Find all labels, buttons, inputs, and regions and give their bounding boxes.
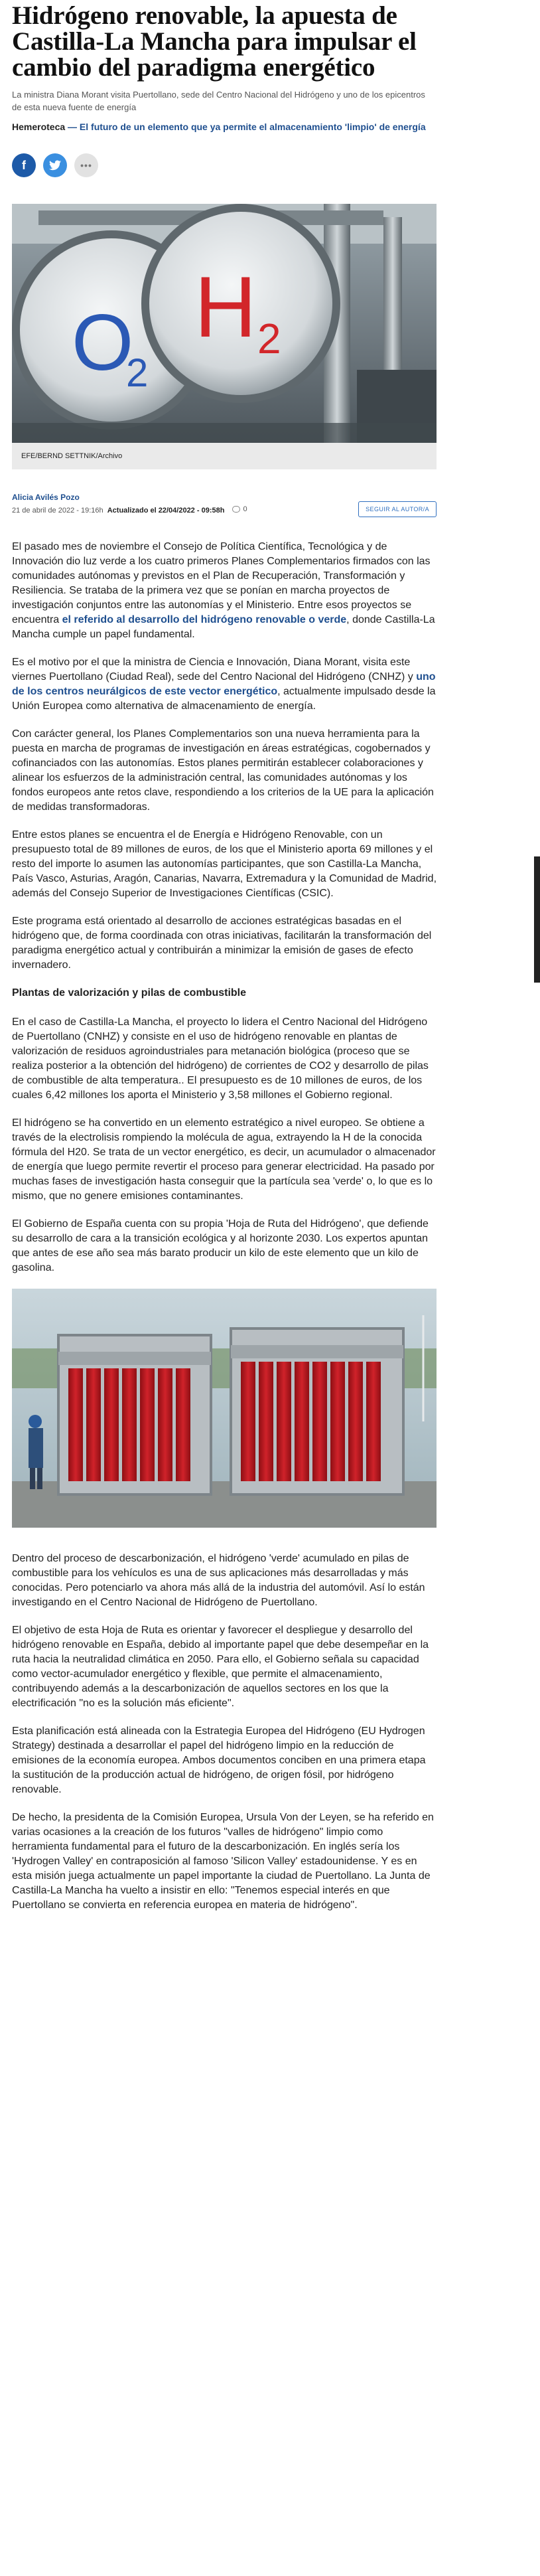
paragraph: Con carácter general, los Planes Complementarios son una nueva herramienta para la puesta en marcha de programas de investigación en áreas estratégicas, cogobernados y cofinanciados con las autonomías. Estos planes permitirán establecer colaboraciones y alinear los esfuerzos de la administración central, las comunidades autónomas y los fondos europeos ante retos clave, respondiendo a los criterios de la UE para la aplicación de medidas transformadoras. — [12, 728, 434, 813]
paragraph: Es el motivo por el que la ministra de Ciencia e Innovación, Diana Morant, visita este viernes Puertollano (Ciudad Real), sede del Centro Nacional del Hidrógeno (CNHZ) y uno de los centros neurálgicos de este vector energético, actualmente impulsado desde la Unión Europea como alternativa de almacenamiento de energía. — [12, 657, 436, 712]
paragraph: Dentro del proceso de descarbonización, el hidrógeno 'verde' acumulado en pilas de combustible para los vehículos es una de sus aplicaciones más desarrolladas y más conocidas. Pero potenciarlo va ahora más allá de la industria del automóvil. Así lo están investigando en el Centro Nacional de Hidrógeno de Puertollano. — [12, 1553, 425, 1608]
related-tag: Hemeroteca — [12, 121, 66, 132]
h2-subscript: 2 — [257, 315, 281, 362]
article-subtitle: La ministra Diana Morant visita Puertollano, sede del Centro Nacional del Hidrógeno y uno de los epicentros de esta nueva fuente de energía — [12, 90, 425, 112]
paragraph: El pasado mes de noviembre el Consejo de Política Científica, Tecnológica y de Innovación dio luz verde a los cuatro primeros Planes Complementarios firmados con las comunidades autónomas y previstos en el Plan de Recuperación, Transformación y Resiliencia. Se trataba de la primera vez que se ponían en marcha proyectos de investigación conjuntos entre las autonomías y el Ministerio. Entre esos proyectos se encuentra el referido al desarrollo del hidrógeno renovable o verde, donde Castilla-La Mancha cumple un papel fundamental. — [12, 541, 435, 640]
article-body — [12, 540, 437, 1913]
updated-date: Actualizado el 22/04/2022 - 09:58h — [107, 507, 225, 515]
paragraph: En el caso de Castilla-La Mancha, el proyecto lo lidera el Centro Nacional del Hidrógeno de Puertollano (CNHZ) y consiste en el uso de hidrógeno renovable en plantas de valorización de residuos agroindustriales para metanación biológica (proceso que se realiza posterior a la obtención del hidrógeno) de corrientes de CO2 y desarrollo de pilas de combustible de alta temperatura.. El presupuesto es de 10 millones de euros, de los cuales 6,42 millones los aporta el Ministerio y 3,58 millones el Gobierno regional. — [12, 1016, 429, 1101]
related-article — [12, 120, 437, 133]
red-tanks-illustration — [12, 1289, 437, 1528]
follow-author-button[interactable]: SEGUIR AL AUTOR/A — [358, 501, 437, 517]
more-share-button[interactable] — [74, 153, 98, 177]
o2-subscript: 2 — [126, 351, 149, 395]
twitter-icon — [49, 160, 61, 171]
o2-label: O — [72, 298, 134, 387]
facebook-icon: f — [22, 158, 26, 172]
section-heading: Plantas de valorización y pilas de combustible — [12, 987, 246, 999]
comment-bubble-icon — [232, 506, 240, 513]
h2-label: H — [194, 258, 257, 355]
paragraph: El objetivo de esta Hoja de Ruta es orientar y favorecer el despliegue y desarrollo del hidrógeno renovable en España, debido al importante papel que debe desempeñar en la ruta hacia la neutralidad climática en 2050. Para ello, el Gobierno señala su capacidad como vector-acumulador energético y flexible, que permite el almacenamiento, contribuyendo además a la descarbonización de aquellos sectores en los que la electrificación "no es la solución más eficiente". — [12, 1625, 429, 1709]
related-link[interactable]: — El futuro de un elemento que ya permite el almacenamiento 'limpio' de energía — [68, 121, 426, 132]
article-column — [12, 0, 437, 1926]
paragraph: De hecho, la presidenta de la Comisión Europea, Ursula Von der Leyen, se ha referido en varias ocasiones a la creación de los futuros "valles de hidrógeno" limpio como herramienta fundamental para el futuro de la descarbonización. En inglés sería los 'Hydrogen Valley' en contraposición al famoso 'Silicon Valley' estadounidense. Y es en esta misión juega actualmente un papel importante la ciudad de Puertollano. La Junta de Castilla-La Mancha ha vuelto a insistir en ello: "Tenemos especial interés en que Puertollano se convierta en referencia europea en materia de hidrógeno". — [12, 1812, 434, 1911]
comments-count: 0 — [243, 505, 247, 513]
more-icon: ••• — [80, 160, 92, 171]
inline-link[interactable]: uno de los centros neurálgicos de este vector energético — [12, 671, 436, 697]
paragraph: Entre estos planes se encuentra el de Energía e Hidrógeno Renovable, con un presupuesto total de 89 millones de euros, de los que el Ministerio aporta 69 millones y el resto del importe lo asumen las autonomías participantes, que son Castilla-La Mancha, País Vasco, Asturias, Aragón, Canarias, Navarra, Extremadura y la Comunidad de Madrid, además del Consejo Superior de Investigaciones Científicas (CSIC). — [12, 829, 437, 899]
facebook-share-button[interactable] — [12, 153, 36, 177]
paragraph: El Gobierno de España cuenta con su propia 'Hoja de Ruta del Hidrógeno', que defiende su desarrollo de cara a la transición ecológica y al horizonte 2030. Los expertos apuntan que antes de ese año sea más barato producir un kilo de este elemento que un kilo de gasolina. — [12, 1218, 429, 1273]
paragraph: El hidrógeno se ha convertido en un elemento estratégico a nivel europeo. Se obtiene a través de la electrolisis rompiendo la molécula de agua, extrayendo la H de la conocida fórmula del H20. Se trata de un vector energético, es decir, un acumulador o almacenador de energía que luego permite revertir el proceso para generar electricidad. Ha pasado por muchas fases de investigación hasta conseguir que la partícula sea 'verde' o, lo que es lo mismo, que no genere emisiones contaminantes. — [12, 1117, 436, 1202]
article-title: Hidrógeno renovable, la apuesta de Castilla-La Mancha para impulsar el cambio del paradigma energético — [12, 1, 417, 82]
article-dates — [12, 505, 247, 515]
twitter-share-button[interactable] — [43, 153, 67, 177]
hero-image — [12, 204, 437, 443]
hydrogen-storage-photo — [12, 1289, 437, 1528]
article-meta — [12, 492, 437, 517]
hydrogen-tanks-illustration — [12, 204, 437, 443]
paragraph: Esta planificación está alineada con la Estrategia Europea del Hidrógeno (EU Hydrogen Strategy) destinada a desarrollar el papel del hidrógeno limpio en la reducción de emisiones de la economía europea. Ambos documentos conciben en una primera etapa la sustitución de la producción actual de hidrógeno, de origen fósil, por hidrógeno renovable. — [12, 1726, 426, 1795]
comments-counter[interactable] — [232, 505, 247, 513]
hero-caption: EFE/BERND SETTNIK/Archivo — [12, 443, 437, 469]
inline-link[interactable]: el referido al desarrollo del hidrógeno renovable o verde — [62, 614, 347, 625]
published-date: 21 de abril de 2022 - 19:16h — [12, 507, 103, 515]
share-bar — [12, 153, 437, 177]
author-name[interactable]: Alicia Avilés Pozo — [12, 493, 80, 502]
side-scroll-marker — [534, 856, 540, 983]
paragraph: Este programa está orientado al desarrollo de acciones estratégicas basadas en el hidrógeno que, de forma coordinada con otras iniciativas, facilitarán la transformación del paradigma energético actual y contribuirán a minimizar la emisión de gases de efecto invernadero. — [12, 916, 432, 971]
